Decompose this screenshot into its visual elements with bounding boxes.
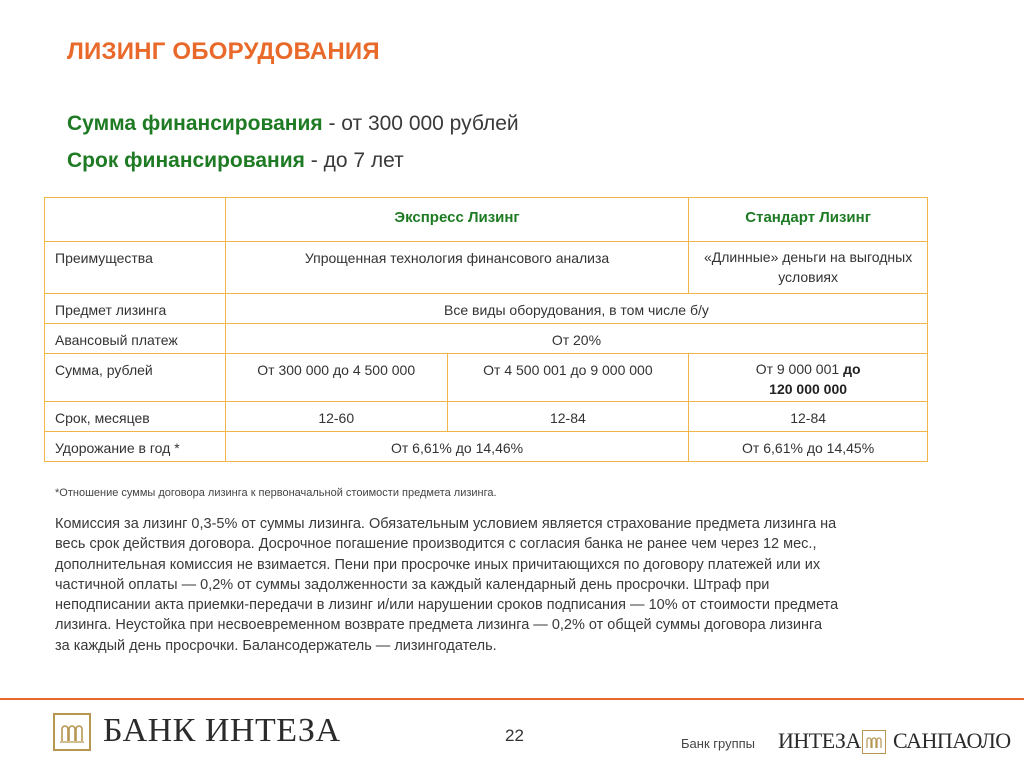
cell-advance-value: От 20% bbox=[225, 324, 927, 354]
financing-amount-value: - от 300 000 рублей bbox=[322, 112, 519, 135]
financing-term-value: - до 7 лет bbox=[304, 149, 404, 172]
financing-term-label: Срок финансирования bbox=[67, 149, 305, 172]
table-row bbox=[45, 432, 928, 462]
bank-logo-text: БАНК ИНТЕЗА bbox=[103, 712, 341, 749]
cell-sum-express-b: От 4 500 001 до 9 000 000 bbox=[447, 354, 689, 402]
row-label-term: Срок, месяцев bbox=[45, 402, 226, 432]
commission-line: за каждый день просрочки. Балансодержатель — лизингодатель. bbox=[55, 637, 497, 654]
commission-line: лизинга. Неустойка при несвоевременном возврате предмета лизинга — 0,2% от общей суммы договора лизинга bbox=[55, 617, 823, 634]
cell-term-express-b: 12-84 bbox=[447, 402, 689, 432]
commission-line: весь срок действия договора. Досрочное погашение производится с согласия банка не ранее чем через 12 мес., bbox=[55, 536, 817, 553]
cell-increase-standard: От 6,61% до 14,45% bbox=[689, 432, 928, 462]
commission-line: частичной оплаты — 0,2% от суммы задолженности за каждый календарный день просрочки. Штраф при bbox=[55, 576, 770, 593]
cell-sum-express-a: От 300 000 до 4 500 000 bbox=[225, 354, 447, 402]
page-number: 22 bbox=[505, 726, 524, 745]
table-row bbox=[45, 294, 928, 324]
group-label: Банк группы bbox=[681, 736, 755, 751]
financing-amount-label: Сумма финансирования bbox=[67, 112, 323, 135]
row-label-sum: Сумма, рублей bbox=[45, 354, 226, 402]
commission-text bbox=[55, 514, 985, 656]
table-header-standard: Стандарт Лизинг bbox=[689, 198, 928, 242]
cell-sum-standard-bold-2: 120 000 000 bbox=[769, 381, 848, 397]
group-logo-text-2: САНПАОЛО bbox=[893, 728, 1011, 753]
cell-advantages-standard: «Длинные» деньги на выгодных условиях bbox=[689, 242, 928, 294]
footnote: *Отношение суммы договора лизинга к первоначальной стоимости предмета лизинга. bbox=[55, 487, 497, 499]
financing-amount bbox=[67, 112, 519, 136]
cell-increase-express: От 6,61% до 14,46% bbox=[225, 432, 688, 462]
cell-sum-standard-bold-1: до bbox=[843, 361, 861, 377]
table-header-empty bbox=[45, 198, 226, 242]
group-logo-icon bbox=[862, 730, 886, 754]
commission-line: неподписании акта приемки-передачи в лизинг и/или нарушении сроков подписания — 10% от стоимости предмета bbox=[55, 597, 839, 614]
cell-sum-standard bbox=[689, 354, 928, 402]
cell-advantages-express: Упрощенная технология финансового анализа bbox=[225, 242, 688, 294]
row-label-increase: Удорожание в год * bbox=[45, 432, 226, 462]
table-row bbox=[45, 402, 928, 432]
table-header-express: Экспресс Лизинг bbox=[225, 198, 688, 242]
table-row bbox=[45, 242, 928, 294]
table-row bbox=[45, 324, 928, 354]
page-title: ЛИЗИНГ ОБОРУДОВАНИЯ bbox=[67, 38, 380, 65]
leasing-table bbox=[44, 197, 928, 462]
table-row bbox=[45, 354, 928, 402]
commission-line: Комиссия за лизинг 0,3-5% от суммы лизинга. Обязательным условием является страхование предмета лизинга на bbox=[55, 516, 837, 532]
financing-term bbox=[67, 149, 404, 173]
cell-term-standard: 12-84 bbox=[689, 402, 928, 432]
row-label-advance: Авансовый платеж bbox=[45, 324, 226, 354]
cell-subject-value: Все виды оборудования, в том числе б/у bbox=[225, 294, 927, 324]
group-logo-text-1: ИНТЕЗА bbox=[778, 728, 861, 753]
row-label-advantages: Преимущества bbox=[45, 242, 226, 294]
bank-logo-icon bbox=[53, 713, 91, 751]
cell-term-express-a: 12-60 bbox=[225, 402, 447, 432]
cell-sum-standard-pre: От 9 000 001 bbox=[755, 361, 844, 377]
commission-line: дополнительная комиссия не взимается. Пени при просрочке иных причитающихся по договору платежей или их bbox=[55, 556, 821, 573]
row-label-subject: Предмет лизинга bbox=[45, 294, 226, 324]
footer-divider bbox=[0, 698, 1024, 700]
table-header-row bbox=[45, 198, 928, 242]
